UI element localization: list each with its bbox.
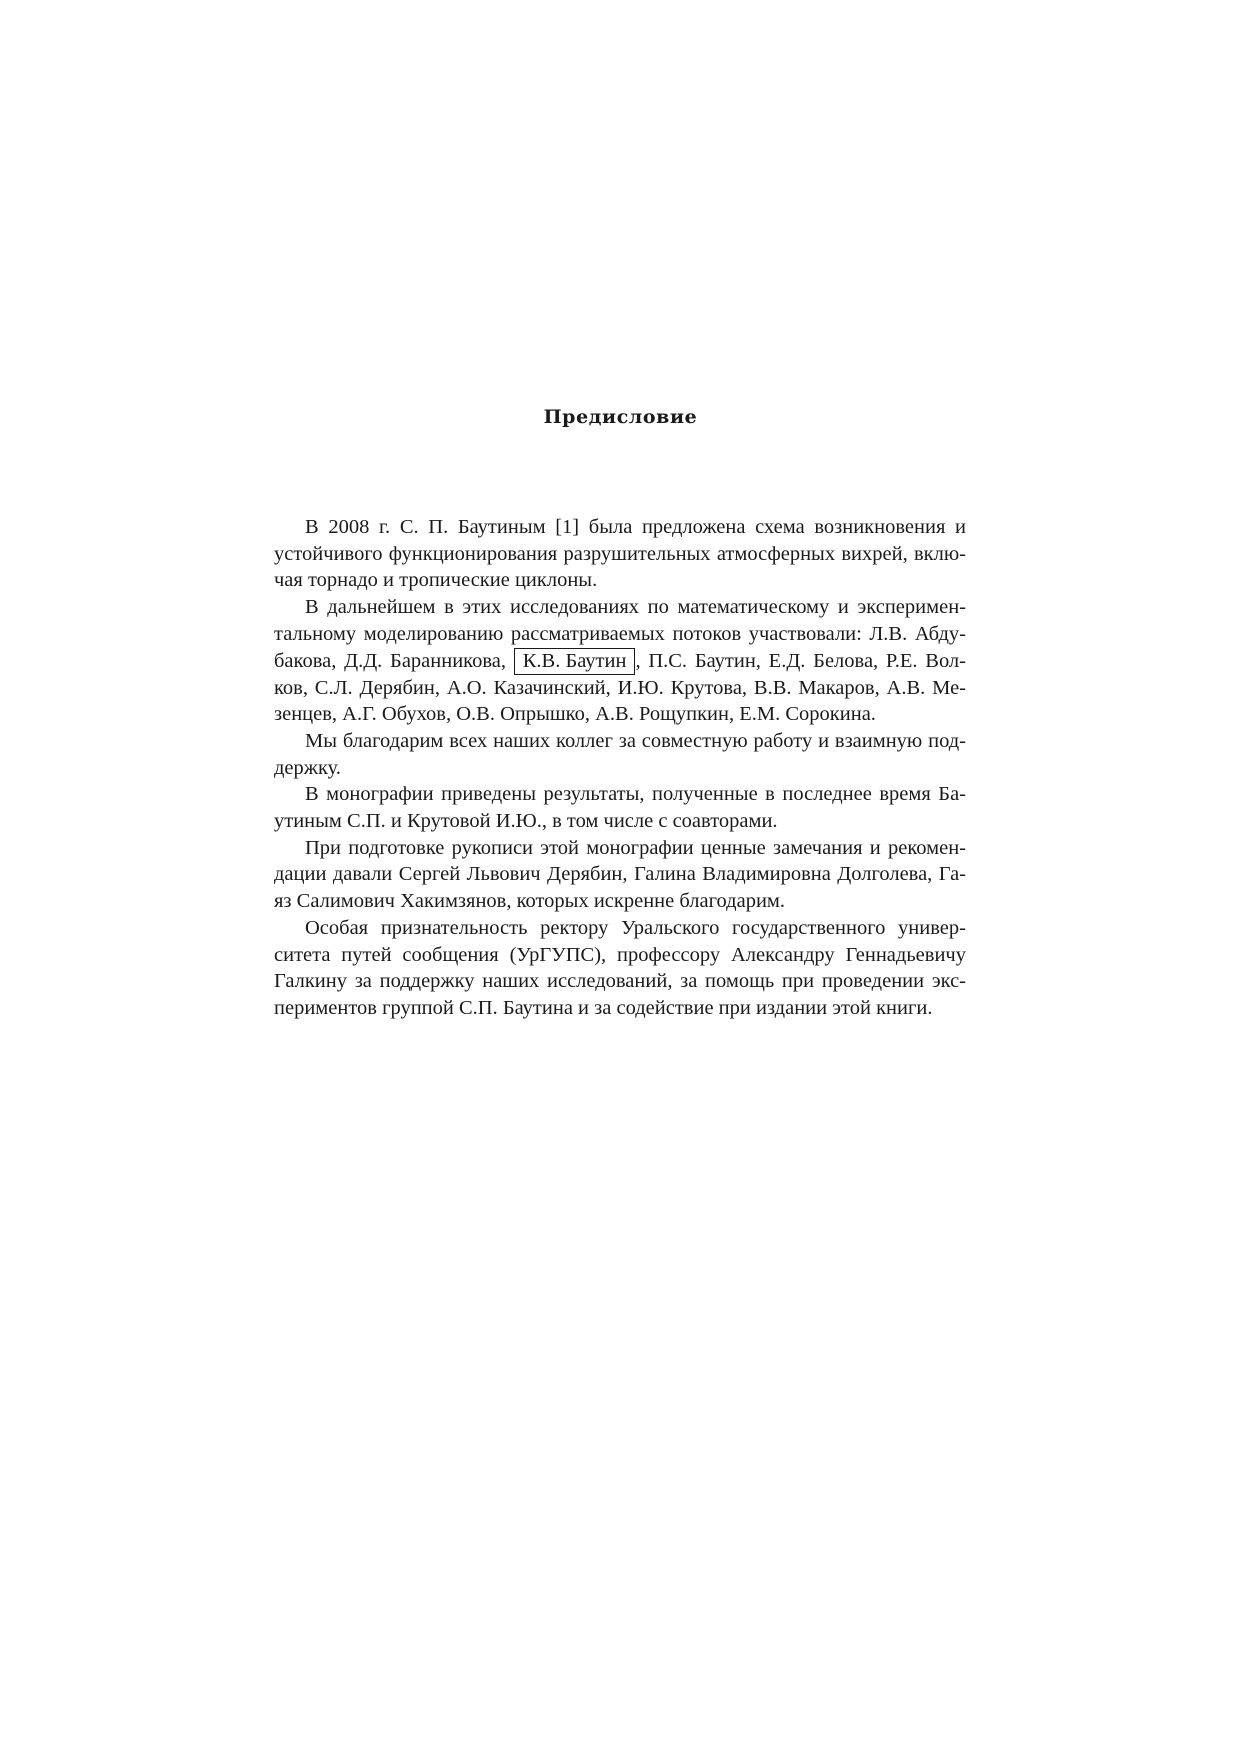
boxed-author-name: К.В. Баутин bbox=[514, 648, 636, 675]
text-line: держку. bbox=[274, 756, 341, 779]
page-title: Предисловие bbox=[543, 406, 698, 428]
paragraph-5 bbox=[274, 835, 966, 915]
paragraph-6 bbox=[274, 915, 966, 1022]
text-line: дации давали Сергей Львович Дерябин, Галина Владимировна Долголева, Га- bbox=[274, 863, 966, 886]
text-line: ков, С.Л. Дерябин, А.О. Казачинский, И.Ю. Крутова, В.В. Макаров, А.В. Ме- bbox=[274, 676, 966, 699]
text-line: Особая признательность ректору Уральского государственного универ- bbox=[305, 916, 966, 939]
text-line: зенцев, А.Г. Обухов, О.В. Опрышко, А.В. Рощупкин, Е.М. Сорокина. bbox=[274, 703, 876, 726]
paragraph-3 bbox=[274, 728, 966, 781]
paragraph-1 bbox=[274, 514, 966, 594]
preface-body bbox=[274, 514, 966, 1022]
text-line: тальному моделированию рассматриваемых потоков участвовали: Л.В. Абду- bbox=[274, 622, 966, 645]
text-line: периментов группой С.П. Баутина и за содействие при издании этой книги. bbox=[274, 996, 933, 1019]
paragraph-2 bbox=[274, 594, 966, 728]
text-line: Галкину за поддержку наших исследований, за помощь при проведении экс- bbox=[274, 970, 966, 993]
text-line: устойчивого функционирования разрушительных атмосферных вихрей, вклю- bbox=[274, 542, 966, 565]
text-line: При подготовке рукописи этой монографии ценные замечания и рекомен- bbox=[305, 836, 966, 859]
text-line-with-boxed-name bbox=[274, 648, 966, 675]
text-line: Мы благодарим всех наших коллег за совместную работу и взаимную под- bbox=[305, 729, 966, 752]
text-line: В 2008 г. С. П. Баутиным [1] была предложена схема возникновения и bbox=[305, 516, 966, 538]
paragraph-4 bbox=[274, 781, 966, 834]
text-fragment: , П.С. Баутин, Е.Д. Белова, Р.Е. Вол- bbox=[635, 649, 966, 672]
text-line: яз Салимович Хакимзянов, которых искренне благодарим. bbox=[274, 890, 786, 913]
text-line: В монографии приведены результаты, полученные в последнее время Ба- bbox=[305, 783, 966, 806]
text-line: В дальнейшем в этих исследованиях по математическому и эксперимен- bbox=[305, 596, 966, 619]
text-line: утиным С.П. и Крутовой И.Ю., в том числе с соавторами. bbox=[274, 810, 778, 833]
text-line: чая торнадо и тропические циклоны. bbox=[274, 569, 598, 592]
text-fragment: бакова, Д.Д. Баранникова, bbox=[274, 649, 514, 672]
text-line: ситета путей сообщения (УрГУПС), профессору Александру Геннадьевичу bbox=[274, 943, 966, 966]
